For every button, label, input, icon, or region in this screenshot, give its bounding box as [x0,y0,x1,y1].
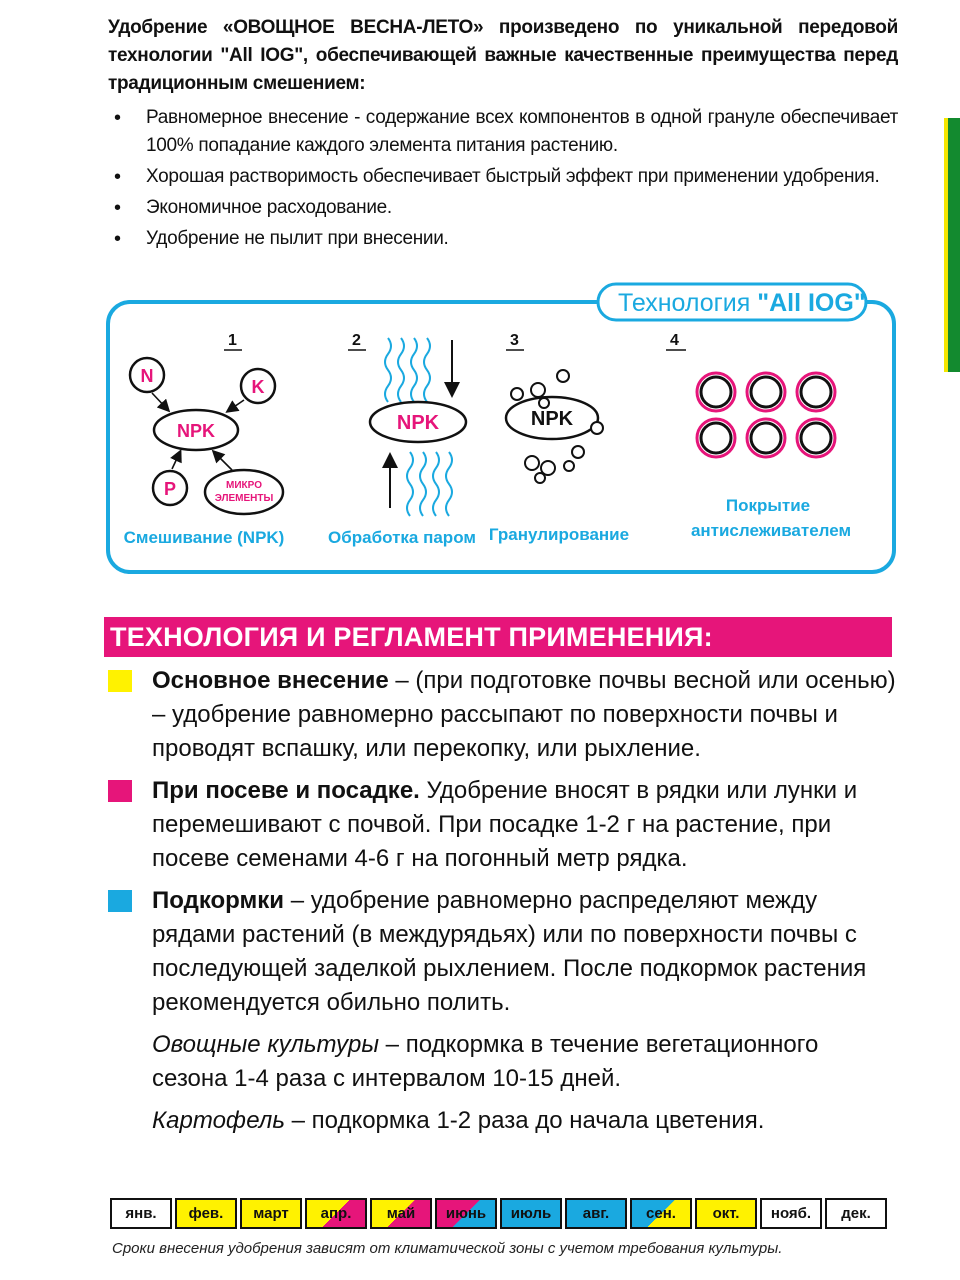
arrow [172,452,180,469]
micro-label-2: ЭЛЕМЕНТЫ [214,493,274,504]
step-number: 3 [510,332,519,349]
potato-note [152,1104,892,1138]
note-crop: Картофель [152,1107,285,1134]
yellow-square-icon [108,670,132,692]
step-number: 4 [670,332,679,349]
micro-label-1: МИКРО [226,480,262,491]
month-cell: авг. [565,1198,627,1229]
steam-waves-bottom [407,452,452,516]
month-cell: фев. [175,1198,237,1229]
month-cell: март [240,1198,302,1229]
arrow [214,452,232,470]
diagram-title-prefix: Технология [618,289,758,317]
intro-paragraph: Удобрение «ОВОЩНОЕ ВЕСНА-ЛЕТО» произведено по уникальной передовой технологии "All IOG", обеспечивающей важные качественные преимущества перед традиционным смешением: [108,17,898,94]
step-steam [328,338,476,547]
coated-granules [697,373,835,457]
blue-square-icon [108,890,132,912]
item-text: – (при подготовке почвы весной или осенью) – удобрение равномерно рассыпают по поверхности почвы и проводят вспашку, или перекопку, или рыхление. [152,667,896,762]
step-number: 2 [352,332,361,349]
step-mixing [124,358,285,547]
step-number: 1 [228,332,237,349]
note-text: – подкормка в течение вегетационного сезона 1-4 раза с интервалом 10-15 дней. [152,1031,819,1092]
note-text: – подкормка 1-2 раза до начала цветения. [284,1107,765,1134]
diagram-title-name: "All IOG" [757,289,866,317]
step-caption: Гранулирование [488,525,630,544]
month-cell: нояб. [760,1198,822,1229]
step-caption: Смешивание (NPK) [123,528,285,547]
item-title: Основное внесение [152,667,389,694]
nitrogen-label: N [140,366,154,386]
item-text: – удобрение равномерно распределяют между рядами растений (в междурядьях) или по поверхности почвы с последующей заделкой рыхлением. После подкормок растения рекомендуется обильно полить. [152,887,867,1016]
item-title: Подкормки [152,887,285,914]
month-cell: сен. [630,1198,692,1229]
arrow [228,400,244,411]
application-item-feeding [108,884,898,1020]
potassium-label: K [251,377,265,397]
step-caption: Покрытие [725,496,811,515]
footnote: Сроки внесения удобрения зависят от климатической зоны с учетом требования культуры. [112,1240,783,1257]
month-cell: окт. [695,1198,757,1229]
vegetables-note [152,1028,892,1096]
month-calendar [110,1198,890,1229]
step-granulation [489,370,629,544]
month-cell: июль [500,1198,562,1229]
month-cell: апр. [305,1198,367,1229]
month-cell: янв. [110,1198,172,1229]
phosphorus-label: P [163,479,177,499]
npk-label: NPK [396,412,440,434]
list-item: • Удобрение не пылит при внесении. [112,225,898,253]
month-cell: дек. [825,1198,887,1229]
note-crop: Овощные культуры [152,1031,380,1058]
item-title: При посеве и посадке. [152,777,420,804]
list-item: • Равномерное внесение - содержание всех компонентов в одной грануле обеспечивает 100% попадание каждого элемента питания растению. [112,104,898,160]
step-coating [691,373,851,540]
month-cell: июнь [435,1198,497,1229]
technology-diagram [0,0,960,600]
list-item: • Экономичное расходование. [112,194,898,222]
step-caption: Обработка паром [328,528,476,547]
magenta-square-icon [108,780,132,802]
application-item-main [108,664,898,766]
application-item-sowing [108,774,898,876]
diagram-title [618,289,866,317]
npk-label: NPK [530,408,574,430]
steam-waves-top [385,338,430,402]
step-caption: антислеживателем [690,521,852,540]
arrow [152,393,168,410]
micro-ellipse [205,470,283,514]
month-cell: май [370,1198,432,1229]
section-title: ТЕХНОЛОГИЯ И РЕГЛАМЕНТ ПРИМЕНЕНИЯ: [104,617,892,657]
list-item: • Хорошая растворимость обеспечивает быстрый эффект при применении удобрения. [112,163,898,191]
npk-label: NPK [176,421,216,441]
item-text: Удобрение вносят в рядки или лунки и перемешивают с почвой. При посадке 1-2 г на растение, при посеве семенами 4-6 г на погонный метр рядка. [152,777,858,872]
